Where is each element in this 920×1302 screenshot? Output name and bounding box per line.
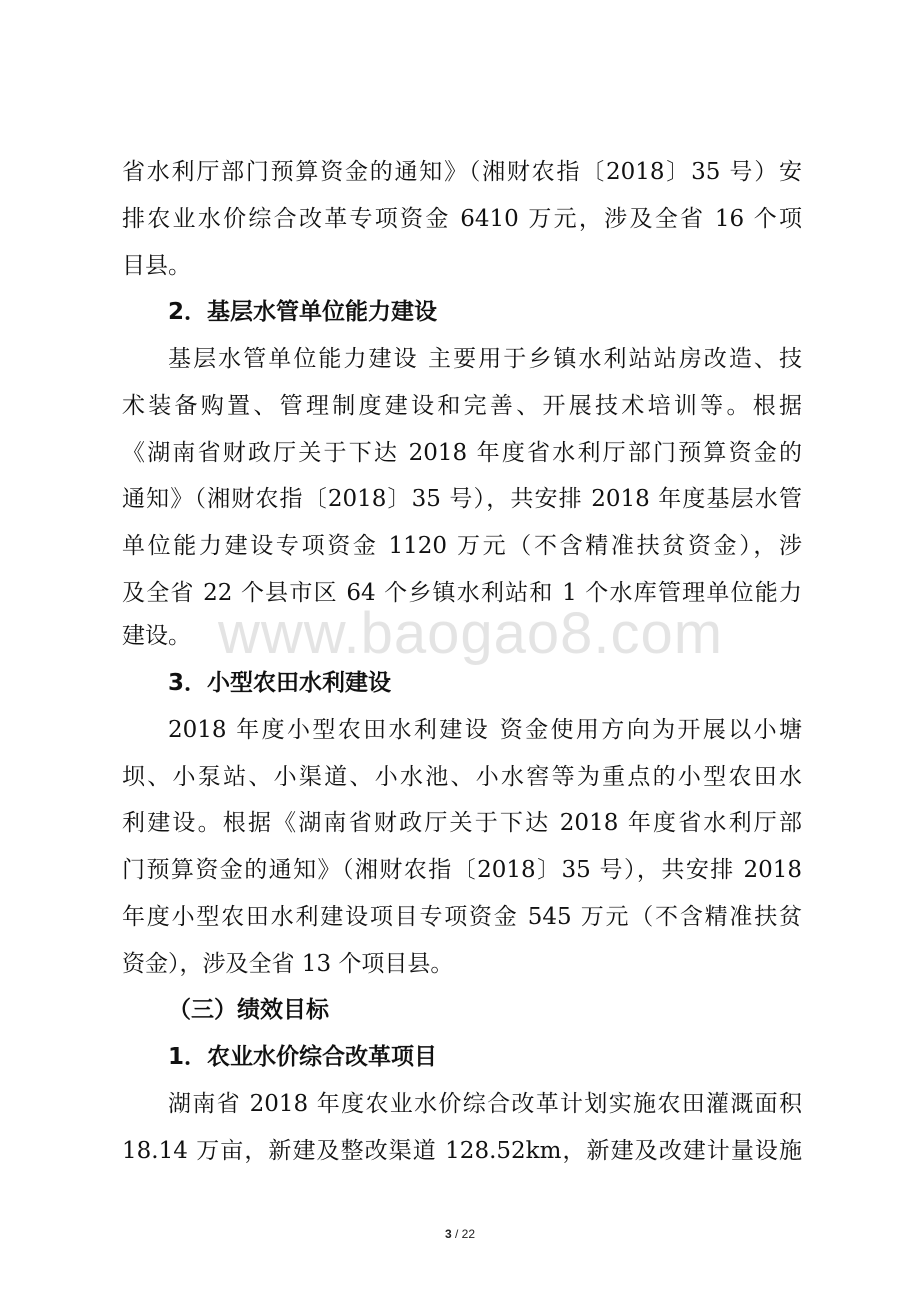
body-line-21: 湖南省 2018 年度农业水价综合改革计划实施农田灌溉面积 [168,1091,802,1117]
body-line-10: 及全省 22 个县市区 64 个乡镇水利站和 1 个水库管理单位能力 [122,580,802,606]
body-line-17: 年度小型农田水利建设项目专项资金 545 万元（不含精准扶贫 [122,904,802,930]
section-heading-3: 3．小型农田水利建设 [168,670,392,696]
body-line-15: 利建设。根据《湖南省财政厅关于下达 2018 年度省水利厅部 [122,810,802,836]
body-line-13: 2018 年度小型农田水利建设 资金使用方向为开展以小塘 [168,717,802,743]
current-page: 3 [444,1227,452,1241]
page-separator: / [451,1227,462,1241]
total-pages: 22 [461,1227,476,1241]
body-line-6: 术装备购置、管理制度建设和完善、开展技术培训等。根据 [122,393,802,419]
section-heading-2: 2．基层水管单位能力建设 [168,299,438,325]
body-line-18: 资金），涉及全省 13 个项目县。 [122,951,454,977]
body-line-22: 18.14 万亩，新建及整改渠道 128.52km，新建及改建计量设施 [122,1138,802,1164]
body-line-8: 通知》（湘财农指〔2018〕35 号），共安排 2018 年度基层水管 [122,486,802,512]
body-line-3: 目县。 [122,253,191,279]
watermark: www.baogao8.com [218,601,724,666]
body-line-1: 省水利厅部门预算资金的通知》（湘财农指〔2018〕35 号）安 [122,159,802,185]
body-line-5: 基层水管单位能力建设 主要用于乡镇水利站站房改造、技 [168,346,802,372]
body-line-16: 门预算资金的通知》（湘财农指〔2018〕35 号），共安排 2018 [122,857,802,883]
body-line-2: 排农业水价综合改革专项资金 6410 万元，涉及全省 16 个项 [122,206,802,232]
body-line-7: 《湖南省财政厅关于下达 2018 年度省水利厅部门预算资金的 [122,440,802,466]
page-number [0,1227,920,1241]
body-line-14: 坝、小泵站、小渠道、小水池、小水窖等为重点的小型农田水 [122,764,802,790]
body-line-11: 建设。 [122,623,191,649]
body-line-9: 单位能力建设专项资金 1120 万元（不含精准扶贫资金），涉 [122,533,802,559]
section-heading-1: 1．农业水价综合改革项目 [168,1044,438,1070]
section-heading-goals: （三）绩效目标 [168,997,329,1023]
